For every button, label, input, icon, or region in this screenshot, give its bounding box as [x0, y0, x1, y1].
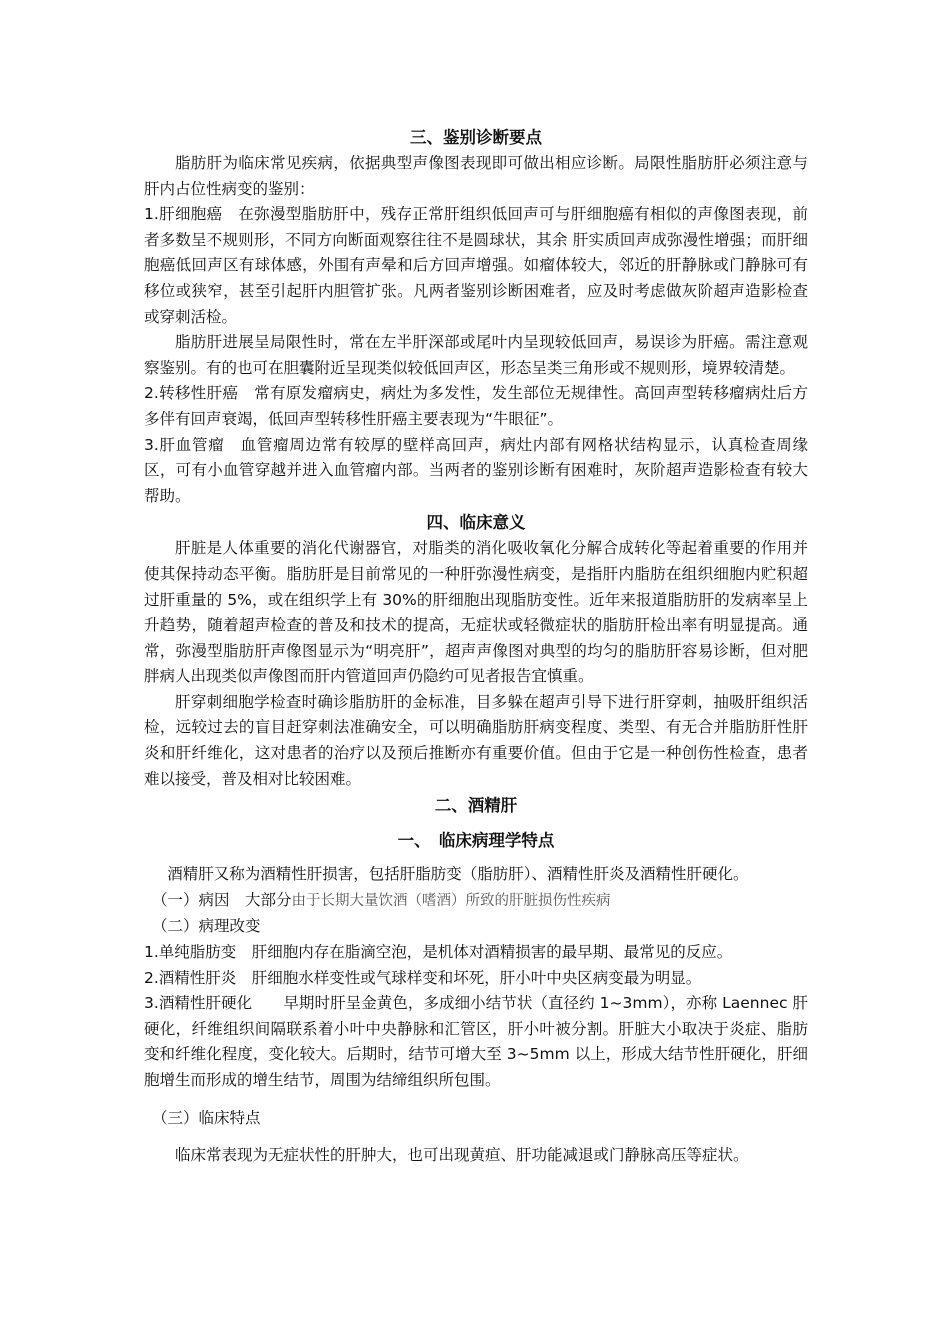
paragraph-clinical-significance-2: 肝穿刺细胞学检查时确诊脂肪肝的金标准，目多躲在超声引导下进行肝穿刺，抽吸肝组织活检，远较过去的盲目赶穿刺法准确安全，可以明确脂肪肝病变程度、类型、有无合并脂肪肝性肝炎和肝纤维化，这对患者的治疗以及预后推断亦有重要价值。但由于它是一种创伤性检查，患者难以接受，普及相对比较困难。 [144, 692, 808, 788]
subheading-clinicopathology: 一、 临床病理学特点 [397, 831, 555, 851]
pathology-label: （二）病理改变 [152, 917, 261, 936]
document-body [144, 124, 808, 1169]
paragraph-alcoholic-hepatitis: 2.酒精性肝炎 肝细胞水样变性或气球样变和坏死，肝小叶中央区病变最为明显。 [144, 968, 702, 987]
paragraph-hcc: 1.肝细胞癌 在弥漫型脂肪肝中，残存正常肝组织低回声可与肝细胞癌有相似的声像图表现，前者多数呈不规则形，不同方向断面观察往往不是圆球状，其余 肝实质回声成弥漫性增强；而肝细胞癌低回声区有球体感，外围有声晕和后方回声增强。如瘤体较大，邻近的肝静脉或门静脉可有移位或狭窄，甚至引起肝内胆管扩张。凡两者鉴别诊断困难者，应及时考虑做灰阶超声造影检查或穿刺活检。 [144, 205, 808, 326]
paragraph-metastatic: 2.转移性肝癌 常有原发瘤病史，病灶为多发性，发生部位无规律性。高回声型转移瘤病灶后方多伴有回声衰竭，低回声型转移性肝癌主要表现为“牛眼征”。 [144, 384, 808, 428]
paragraph-clinical-significance-1: 肝脏是人体重要的消化代谢器官，对脂类的消化吸收氧化分解合成转化等起着重要的作用并使其保持动态平衡。脂肪肝是目前常见的一种肝弥漫性病变，是指肝内脂肪在组织细胞内贮积超过肝重量的 5%，或在组织学上有 30%的肝细胞出现脂肪变性。近年来报道脂肪肝的发病率呈上升趋势，随着超声检查的普及和技术的提高，无症状或轻微症状的脂肪肝检出率有明显提高。通常，弥漫型脂肪肝声像图显示为“明亮肝”，超声声像图对典型的均匀的脂肪肝容易诊断，但对肥胖病人出现类似声像图而肝内管道回声仍隐约可见者报告宜慎重。 [144, 539, 808, 686]
section-heading-clinical-significance: 四、临床意义 [426, 513, 526, 533]
paragraph-clinical-features: 临床常表现为无症状性的肝肿大，也可出现黄疸、肝功能减退或门静脉高压等症状。 [175, 1146, 749, 1165]
paragraph-alcoholic-cirrhosis: 3.酒精性肝硬化 早期时肝呈金黄色，多成细小结节状（直径约 1~3mm），亦称 Laennec 肝硬化，纤维组织间隔联系着小叶中央静脉和汇管区，肝小叶被分割。肝脏大小取决于炎症、脂肪变和纤维化程度，变化较大。后期时，结节可增大至 3~5mm 以上，形成大结节性肝硬化，肝细胞增生而形成的增生结节，周围为结缔组织所包围。 [144, 994, 808, 1089]
paragraph-hemangioma: 3.肝血管瘤 血管瘤周边常有较厚的壁样高回声，病灶内部有网格状结构显示，认真检查周缘区，可有小血管穿越并进入血管瘤内部。当两者的鉴别诊断有困难时，灰阶超声造影检查有较大帮助。 [144, 435, 808, 505]
clinical-features-label: （三）临床特点 [152, 1108, 261, 1127]
section-heading-alcoholic-liver: 二、酒精肝 [434, 796, 518, 816]
paragraph-simple-steatosis: 1.单纯脂肪变 肝细胞内存在脂滴空泡，是机体对酒精损害的最早期、最常见的反应。 [144, 943, 733, 962]
paragraph-differential-intro: 脂肪肝为临床常见疾病，依据典型声像图表现即可做出相应诊断。局限性脂肪肝必须注意与肝内占位性病变的鉴别： [144, 154, 808, 198]
etiology-text: 由于长期大量饮酒（嗜酒）所致的肝脏损伤性疾病 [291, 892, 611, 909]
etiology-label: （一）病因 大部分 [152, 890, 292, 909]
paragraph-etiology [144, 888, 808, 915]
section-heading-differential-diagnosis: 三、鉴别诊断要点 [410, 128, 542, 147]
paragraph-localized-fatty-liver: 脂肪肝进展呈局限性时，常在左半肝深部或尾叶内呈现较低回声，易误诊为肝癌。需注意观察鉴别。有的也可在胆囊附近呈现类似较低回声区，形态呈类三角形或不规则形，境界较清楚。 [144, 333, 808, 377]
paragraph-alcohol-intro: 酒精肝又称为酒精性肝损害，包括肝脂肪变（脂肪肝）、酒精性肝炎及酒精性肝硬化。 [167, 865, 749, 884]
